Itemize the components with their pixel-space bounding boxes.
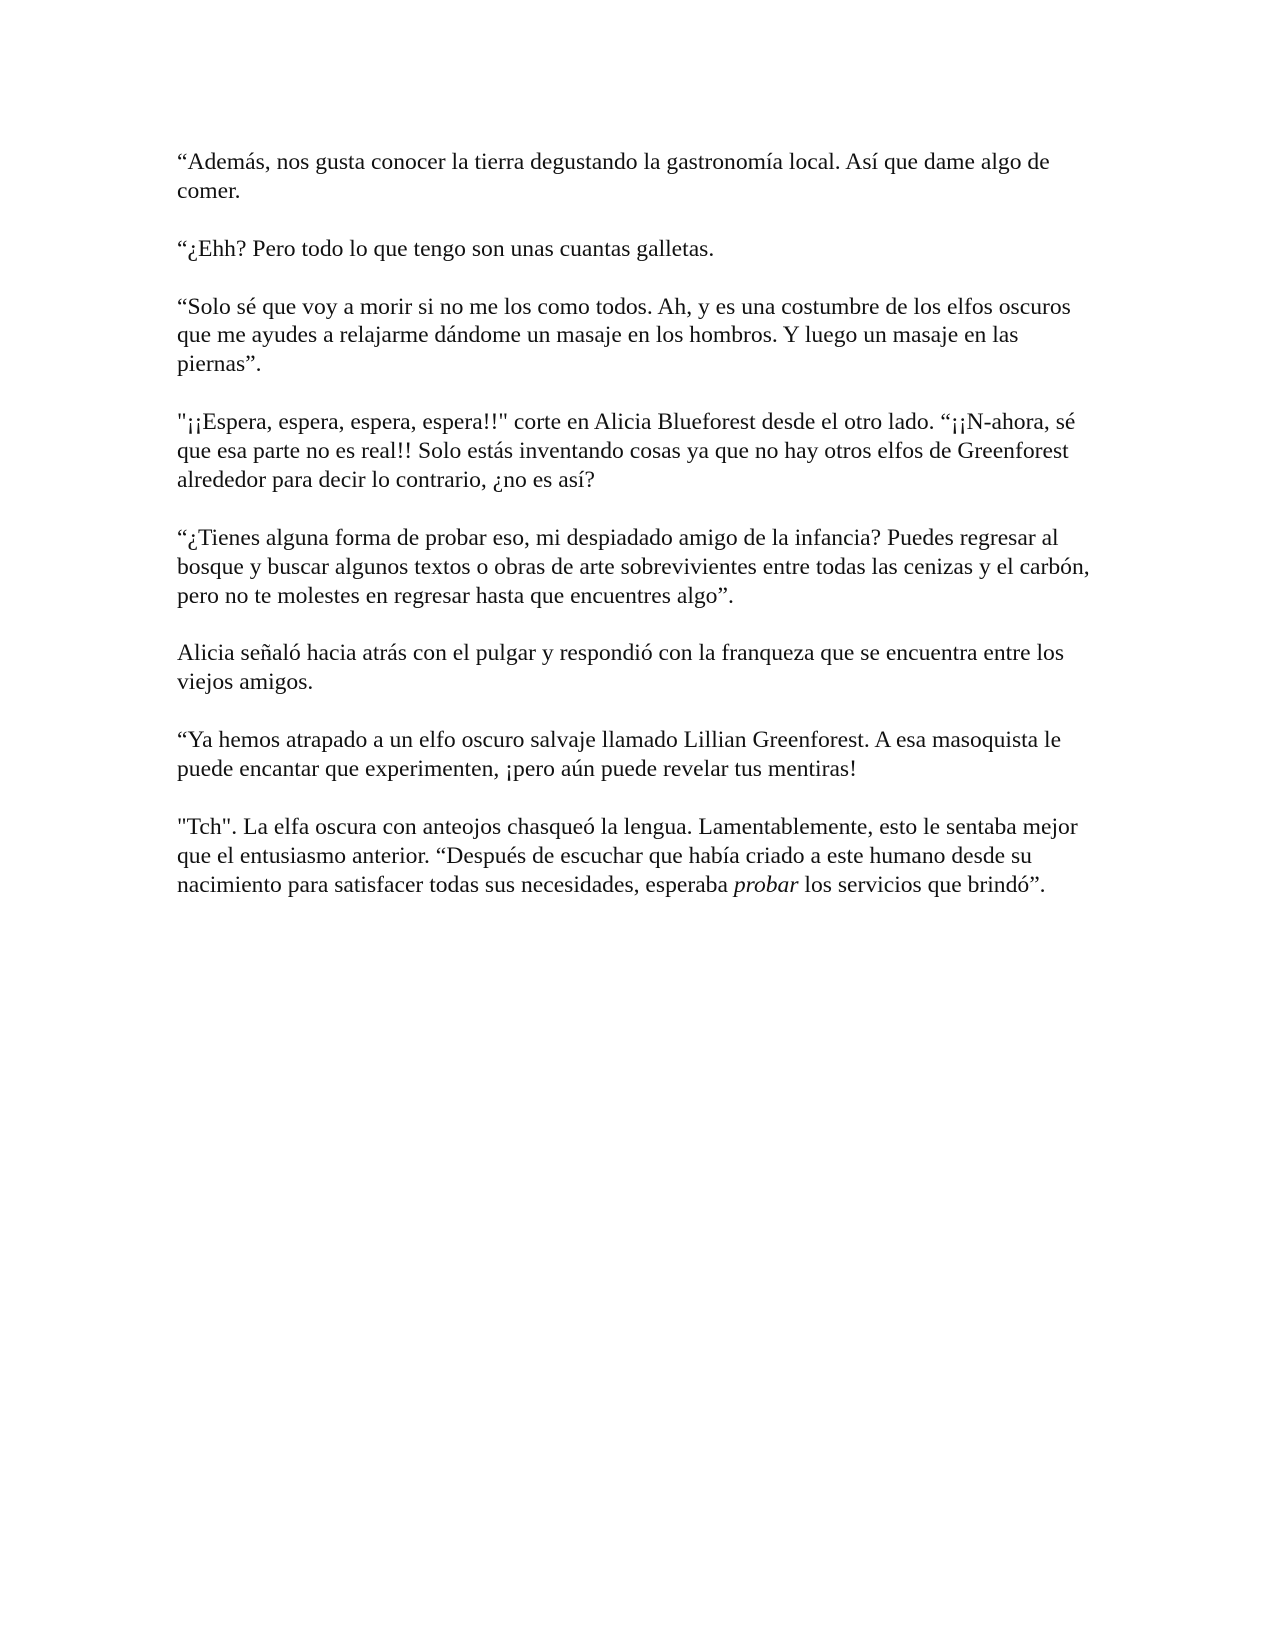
paragraph-1: “Además, nos gusta conocer la tierra degustando la gastronomía local. Así que dame algo de comer.	[177, 149, 1050, 204]
paragraph-7: “Ya hemos atrapado a un elfo oscuro salvaje llamado Lillian Greenforest. A esa masoquista le puede encantar que experimenten, ¡pero aún puede revelar tus mentiras!	[177, 727, 1062, 782]
paragraph-2: “¿Ehh? Pero todo lo que tengo son unas cuantas galletas.	[177, 235, 715, 262]
paragraph-8-end: los servicios que brindó”.	[798, 871, 1046, 898]
italic-word: probar	[733, 871, 799, 898]
paragraph-6: Alicia señaló hacia atrás con el pulgar y respondió con la franqueza que se encuentra entre los viejos amigos.	[177, 640, 1065, 696]
paragraph-8-start: "Tch". La elfa oscura con anteojos chasqueó la lengua. Lamentablemente, esto le sentaba mejor que el entusiasmo anterior. “Después de escuchar que había criado a este humano desde su nacimiento para satisfacer todas sus necesidades, esperaba	[177, 813, 1078, 898]
body-text	[177, 148, 1102, 928]
paragraph-4: "¡¡Espera, espera, espera, espera!!" corte en Alicia Blueforest desde el otro lado. “¡¡N-ahora, sé que esa parte no es real!! Solo estás inventando cosas ya que no hay otros elfos de Greenforest alrededor para decir lo contrario, ¿no es así?	[177, 409, 1076, 493]
paragraph-3: “Solo sé que voy a morir si no me los como todos. Ah, y es una costumbre de los elfos oscuros que me ayudes a relajarme dándome un masaje en los hombros. Y luego un masaje en las piernas”.	[177, 293, 1071, 378]
paragraph-5: “¿Tienes alguna forma de probar eso, mi despiadado amigo de la infancia? Puedes regresar al bosque y buscar algunos textos o obras de arte sobrevivientes entre todas las cenizas y el carbón, pero no te molestes en regresar hasta que encuentres algo”.	[177, 524, 1090, 609]
paragraph-8	[177, 813, 1102, 900]
